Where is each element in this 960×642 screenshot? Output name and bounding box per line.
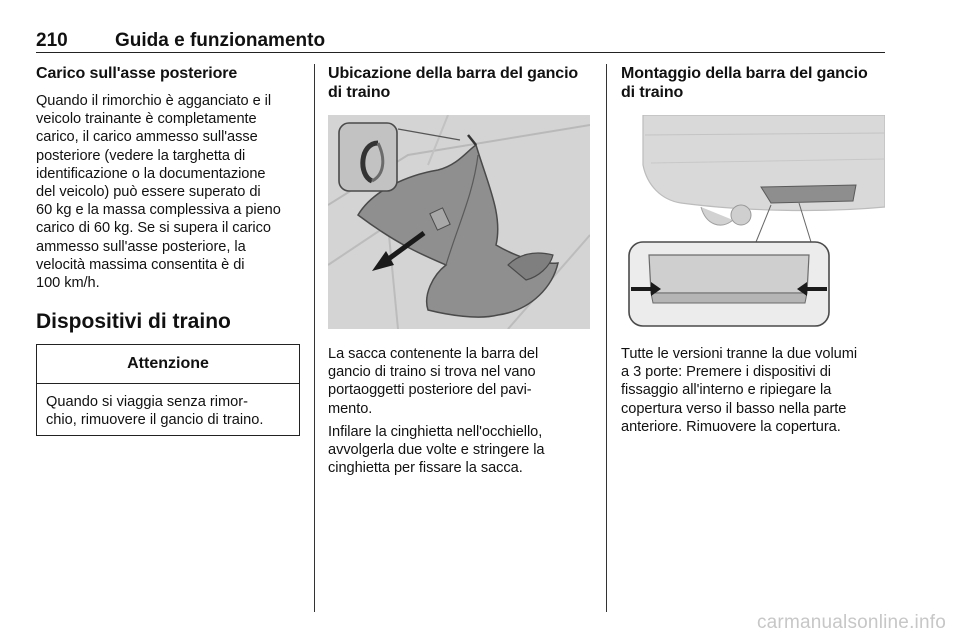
text-line: chio, rimuovere il gancio di traino.: [46, 412, 264, 429]
text-line: cinghietta per fissare la sacca.: [328, 460, 523, 477]
text-line: Quando il rimorchio è agganciato e il: [36, 93, 272, 109]
heading-towbar-mounting: [621, 64, 887, 102]
text-line: 60 kg e la massa complessiva a pieno: [36, 202, 281, 219]
mounting-paragraph: [621, 345, 887, 436]
section-title: Guida e funzionamento: [115, 30, 326, 51]
text-line: identificazione o la documentazione: [36, 165, 266, 182]
text-line: posteriore (vedere la targhetta di: [36, 147, 246, 164]
text-line: Tutte le versioni tranne la due volumi: [621, 346, 858, 362]
heading-towbar-location: [328, 64, 592, 102]
text-line: Quando si viaggia senza rimor-: [46, 394, 248, 410]
heading-line: Montaggio della barra del gancio: [621, 65, 868, 82]
warning-title: Attenzione: [37, 345, 299, 384]
column-divider-1: [314, 64, 315, 612]
page-number: 210: [36, 30, 68, 51]
text-line: ammesso sull'asse posteriore, la: [36, 238, 246, 255]
text-line: 100 km/h.: [36, 275, 100, 292]
text-line: Infilare la cinghietta nell'occhiello,: [328, 423, 543, 440]
column-3-text: [621, 345, 887, 436]
text-line: veicolo trainante è completamente: [36, 111, 257, 128]
rear-axle-paragraph: [36, 92, 300, 292]
heading-towing-devices: Dispositivi di traino: [36, 310, 231, 334]
text-line: carico di 60 kg. Se si supera il carico: [36, 220, 271, 237]
text-line: anteriore. Rimuovere la copertura.: [621, 418, 841, 435]
text-line: a 3 porte: Premere i dispositivi di: [621, 364, 831, 381]
text-line: La sacca contenente la barra del: [328, 346, 539, 362]
text-line: del veicolo) può essere superato di: [36, 184, 261, 201]
column-2: [328, 64, 592, 102]
text-line: fissaggio all'interno e ripiegare la: [621, 382, 832, 399]
watermark: carmanualsonline.info: [756, 612, 946, 633]
heading-rear-axle-load: Carico sull'asse posteriore: [36, 65, 238, 82]
column-1: [36, 64, 300, 335]
text-line: portaoggetti posteriore del pavi-: [328, 382, 532, 399]
heading-line: di traino: [621, 84, 684, 101]
heading-line: Ubicazione della barra del gancio: [328, 65, 579, 82]
towbar-cover-illustration: [621, 115, 885, 329]
column-2-text: [328, 345, 592, 477]
heading-line: di traino: [328, 84, 391, 101]
text-line: copertura verso il basso nella parte: [621, 400, 847, 417]
column-divider-2: [606, 64, 607, 612]
text-line: gancio di traino si trova nel vano: [328, 364, 536, 381]
towbar-bag-illustration: [328, 115, 590, 329]
column-3: [621, 64, 887, 102]
warning-box: [36, 344, 300, 436]
text-line: carico, il carico ammesso sull'asse: [36, 129, 258, 146]
text-line: velocità massima consentita è di: [36, 256, 245, 273]
warning-text: [37, 384, 299, 429]
bag-location-paragraph: [328, 345, 592, 418]
text-line: avvolgerla due volte e stringere la: [328, 442, 545, 459]
strap-paragraph: [328, 423, 592, 478]
text-line: mento.: [328, 400, 373, 417]
page-header: [36, 30, 885, 53]
